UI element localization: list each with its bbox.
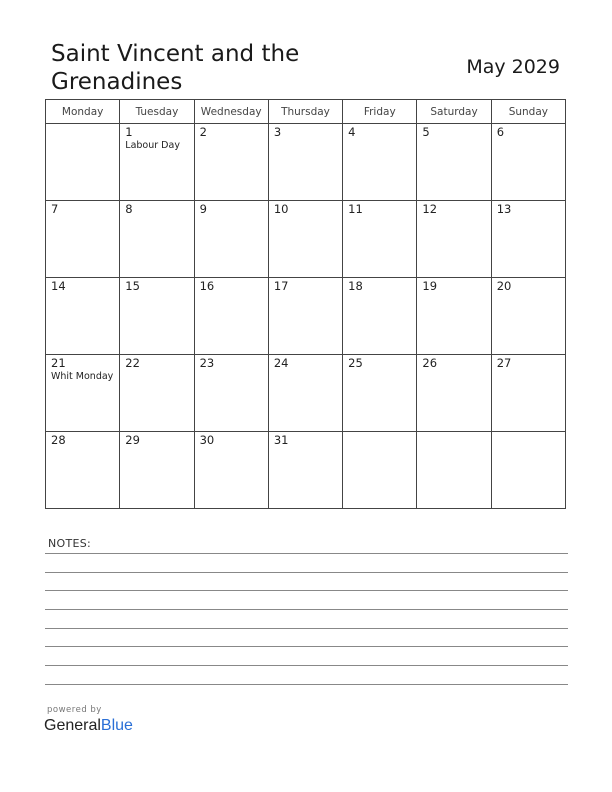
day-number: 15 xyxy=(125,279,140,293)
day-cell xyxy=(194,355,268,432)
day-number: 27 xyxy=(496,356,512,370)
day-cell xyxy=(268,124,342,201)
day-cell xyxy=(417,201,491,278)
holiday-label: Labour Day xyxy=(125,140,180,151)
note-line xyxy=(45,609,568,610)
day-cell xyxy=(46,124,120,201)
day-cell xyxy=(268,278,342,355)
day-number: 4 xyxy=(348,125,356,139)
day-number: 24 xyxy=(273,356,289,370)
day-cell xyxy=(46,278,120,355)
day-number: 23 xyxy=(199,356,215,370)
day-cell xyxy=(417,124,491,201)
weekday-header: Thursday xyxy=(268,100,342,124)
week-row xyxy=(46,355,566,432)
day-cell xyxy=(46,201,120,278)
calendar-body xyxy=(46,124,566,509)
week-row xyxy=(46,201,566,278)
day-number: 12 xyxy=(422,202,438,216)
day-cell xyxy=(417,432,491,509)
day-cell xyxy=(268,355,342,432)
day-cell xyxy=(120,355,194,432)
day-cell xyxy=(268,201,342,278)
day-cell xyxy=(194,124,268,201)
day-number: 9 xyxy=(199,202,207,216)
day-number: 21 xyxy=(51,356,66,370)
day-cell xyxy=(491,432,565,509)
day-cell xyxy=(194,432,268,509)
day-number: 11 xyxy=(348,202,363,216)
holiday-label: Whit Monday xyxy=(51,371,114,382)
day-cell xyxy=(194,201,268,278)
day-number: 2 xyxy=(199,125,207,139)
month-label: May 2029 xyxy=(466,56,560,78)
week-row xyxy=(46,432,566,509)
weekday-header: Monday xyxy=(46,100,120,124)
brand-logo[interactable] xyxy=(44,717,133,735)
week-row xyxy=(46,278,566,355)
note-line xyxy=(45,572,568,573)
week-row xyxy=(46,124,566,201)
page-title: Saint Vincent and the Grenadines xyxy=(51,41,300,95)
day-number: 14 xyxy=(51,279,66,293)
day-cell xyxy=(343,432,417,509)
day-number: 13 xyxy=(496,202,512,216)
brand-name-part1: General xyxy=(44,717,101,734)
day-number: 7 xyxy=(51,202,59,216)
day-cell xyxy=(194,278,268,355)
powered-by-text: powered by xyxy=(47,705,102,715)
day-number: 3 xyxy=(273,125,282,139)
day-cell xyxy=(46,355,120,432)
day-cell xyxy=(120,201,194,278)
weekday-header: Sunday xyxy=(491,100,565,124)
note-line xyxy=(45,628,568,629)
note-line xyxy=(45,553,568,554)
day-cell xyxy=(343,124,417,201)
day-number: 17 xyxy=(273,279,289,293)
day-cell xyxy=(268,432,342,509)
day-number: 26 xyxy=(422,356,438,370)
day-number: 10 xyxy=(273,202,289,216)
day-cell xyxy=(491,124,565,201)
day-number: 30 xyxy=(199,433,215,447)
day-number: 19 xyxy=(422,279,438,293)
day-number: 18 xyxy=(348,279,363,293)
day-number: 28 xyxy=(51,433,66,447)
day-number: 25 xyxy=(348,356,363,370)
day-cell xyxy=(120,278,194,355)
note-line xyxy=(45,665,568,666)
day-cell xyxy=(120,124,194,201)
note-line xyxy=(45,684,568,685)
day-number: 29 xyxy=(125,433,140,447)
day-cell xyxy=(417,355,491,432)
weekday-header: Saturday xyxy=(417,100,491,124)
weekday-header: Friday xyxy=(343,100,417,124)
note-line xyxy=(45,646,568,647)
day-number: 5 xyxy=(422,125,430,139)
notes-label: NOTES: xyxy=(48,537,92,550)
day-cell xyxy=(343,201,417,278)
day-cell xyxy=(491,278,565,355)
day-cell xyxy=(491,201,565,278)
day-cell xyxy=(491,355,565,432)
day-number: 6 xyxy=(496,125,505,139)
day-cell xyxy=(46,432,120,509)
day-cell xyxy=(343,355,417,432)
brand-name-part2: Blue xyxy=(100,717,133,734)
day-cell xyxy=(417,278,491,355)
day-number: 16 xyxy=(199,279,215,293)
day-number: 20 xyxy=(496,279,512,293)
weekday-header: Tuesday xyxy=(120,100,194,124)
day-number: 22 xyxy=(125,356,140,370)
note-line xyxy=(45,590,568,591)
day-cell xyxy=(120,432,194,509)
weekday-header: Wednesday xyxy=(194,100,268,124)
day-number: 31 xyxy=(273,433,289,447)
weekday-header-row xyxy=(46,100,566,124)
calendar-grid xyxy=(45,99,566,509)
day-number: 1 xyxy=(125,125,133,139)
day-cell xyxy=(343,278,417,355)
day-number: 8 xyxy=(125,202,133,216)
